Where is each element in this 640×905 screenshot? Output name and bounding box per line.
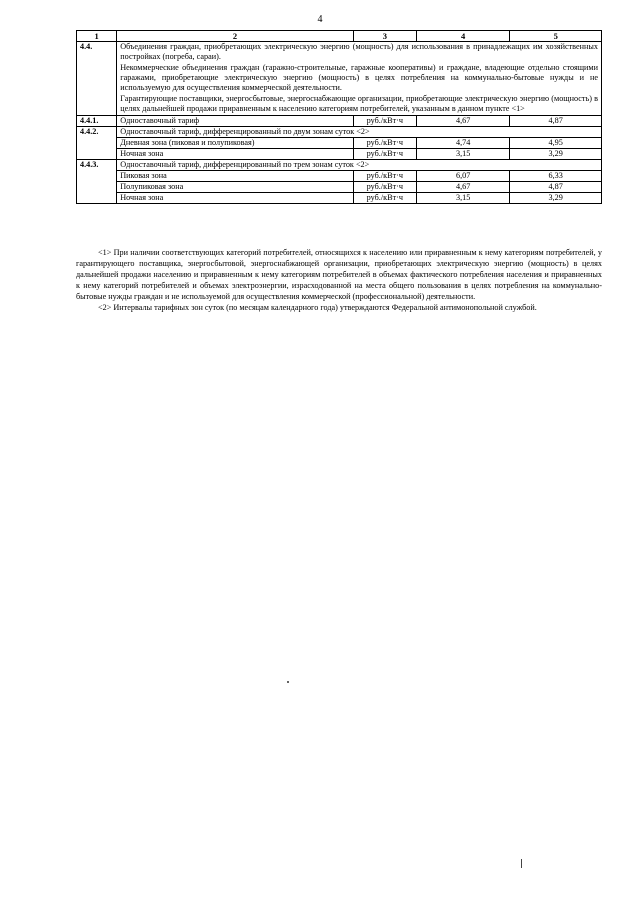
value-col5: 4,87 (510, 116, 602, 127)
description-paragraph: Объединения граждан, приобретающих электрическую энергию (мощность) для использования в принадлежащих им хозяйственных постройках (погреба, сараи). (120, 42, 598, 61)
table-row-4-4-1 (77, 116, 602, 127)
value-col4: 6,07 (416, 171, 509, 182)
section-description (117, 42, 602, 116)
tariff-name: Одноставочный тариф (117, 116, 353, 127)
row-number: 4.4.3. (77, 160, 117, 204)
row-number: 4.4.2. (77, 127, 117, 160)
table-row-4-4-2 (77, 127, 602, 138)
description-paragraph: Некоммерческие объединения граждан (гаражно-строительные, гаражные кооперативы) и граждане, владеющие отдельно стоящими гаражами, приобретающие электрическую энергию (мощность) в целях потребления на коммунально-бытовые нужды и не используемую для осуществления коммерческой деятельности. (120, 63, 598, 92)
section-row-4-4 (77, 42, 602, 116)
value-col5: 4,87 (510, 182, 602, 193)
row-number: 4.4.1. (77, 116, 117, 127)
row-number: 4.4. (77, 42, 117, 116)
zone-row (77, 149, 602, 160)
value-col4: 4,67 (416, 182, 509, 193)
scan-speck (521, 859, 522, 868)
unit-cell: руб./кВт·ч (353, 171, 416, 182)
value-col5: 3,29 (510, 149, 602, 160)
column-header-1: 1 (77, 31, 117, 42)
value-col5: 6,33 (510, 171, 602, 182)
zone-row (77, 171, 602, 182)
unit-cell: руб./кВт·ч (353, 149, 416, 160)
tariff-table (76, 30, 602, 204)
zone-row (77, 138, 602, 149)
zone-name: Ночная зона (117, 149, 353, 160)
table-row-4-4-3 (77, 160, 602, 171)
zone-row (77, 193, 602, 204)
zone-name: Полупиковая зона (117, 182, 353, 193)
zone-name: Дневная зона (пиковая и полупиковая) (117, 138, 353, 149)
tariff-title: Одноставочный тариф, дифференцированный по трем зонам суток <2> (117, 160, 602, 171)
footnote-1: <1> При наличии соответствующих категорий потребителей, относящихся к населению или приравненным к нему категориям потребителей, у гарантирующего поставщика, энергосбытовой, энергоснабжающей организации, приобретающих электрическую энергию (мощность) в целях дальнейшей продажи населению и приравненным к нему категориям потребителей в объемах фактического потребления населения и приравненных к нему категорий потребителей и объемах электроэнергии, израсходованной на места общего пользования в целях потребления на коммунально-бытовые нужды граждан и не используемой для осуществления коммерческой (профессиональной) деятельности. (76, 248, 602, 301)
zone-name: Пиковая зона (117, 171, 353, 182)
value-col4: 4,74 (416, 138, 509, 149)
column-header-5: 5 (510, 31, 602, 42)
zone-row (77, 182, 602, 193)
unit-cell: руб./кВт·ч (353, 138, 416, 149)
column-header-4: 4 (416, 31, 509, 42)
value-col4: 3,15 (416, 193, 509, 204)
unit-cell: руб./кВт·ч (353, 182, 416, 193)
scan-speck (287, 681, 289, 683)
column-header-3: 3 (353, 31, 416, 42)
unit-cell: руб./кВт·ч (353, 116, 416, 127)
footnotes (76, 247, 602, 313)
unit-cell: руб./кВт·ч (353, 193, 416, 204)
table-header-row (77, 31, 602, 42)
zone-name: Ночная зона (117, 193, 353, 204)
value-col4: 4,67 (416, 116, 509, 127)
footnote-2: <2> Интервалы тарифных зон суток (по месяцам календарного года) утверждаются Федеральной антимонопольной службой. (98, 303, 537, 312)
column-header-2: 2 (117, 31, 353, 42)
tariff-title: Одноставочный тариф, дифференцированный по двум зонам суток <2> (117, 127, 602, 138)
description-paragraph: Гарантирующие поставщики, энергосбытовые, энергоснабжающие организации, приобретающие электрическую энергию (мощность) в целях дальнейшей продажи приравненным к населению категориям потребителей, указанным в данном пункте <1> (120, 94, 598, 113)
value-col5: 4,95 (510, 138, 602, 149)
page-number: 4 (317, 14, 323, 25)
value-col4: 3,15 (416, 149, 509, 160)
value-col5: 3,29 (510, 193, 602, 204)
